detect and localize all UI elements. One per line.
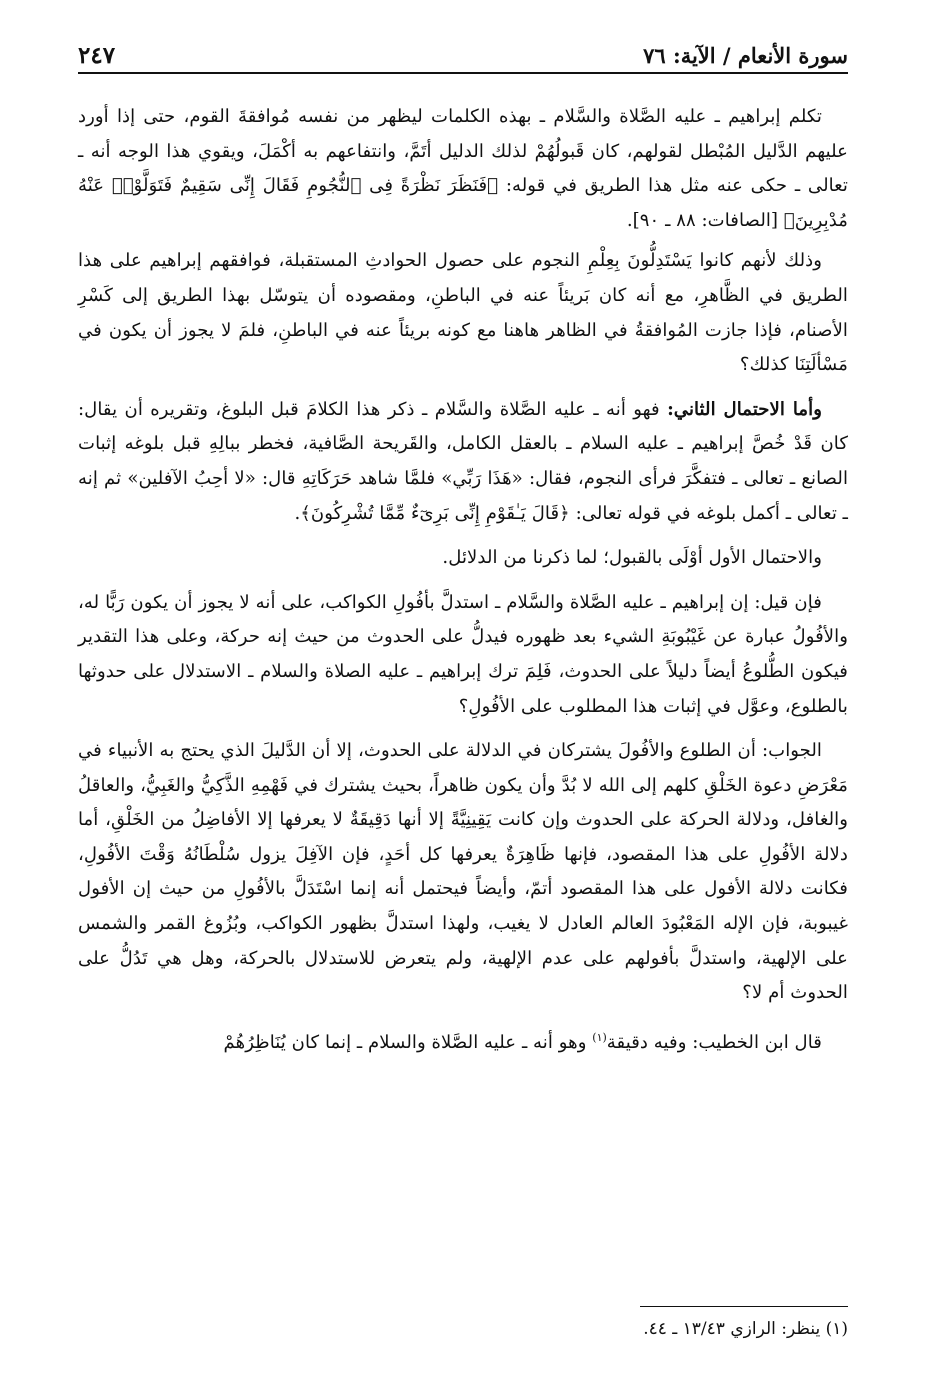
running-header <box>78 38 848 74</box>
page-number: ٢٤٧ <box>78 42 116 69</box>
paragraph-4 <box>78 541 848 576</box>
paragraph-2 <box>78 244 848 382</box>
body-text <box>78 100 848 1071</box>
paragraph-6 <box>78 734 848 1011</box>
paragraph-text-tail: وهو أنه ـ عليه الصَّلاة والسلام ـ إنما كان يُنَاظِرُهُمْ <box>223 1031 593 1053</box>
paragraph-text: والاحتمال الأول أوْلَى بالقبول؛ لما ذكرنا من الدلائل. <box>442 547 822 569</box>
paragraph-3 <box>78 393 848 531</box>
footnote: (١) ينظر: الرازي ١٣/٤٣ ـ ٤٤. <box>643 1319 848 1339</box>
paragraph-text: وذلك لأنهم كانوا يَسْتَدِلُّونَ بِعِلْمِ النجوم على حصول الحوادثِ المستقبلة، فوافقهم إبراهيم على هذا الطريق في الظَّاهرِ، مع أنه كان بَريئاً عنه في الباطنِ، ومقصوده أن يتوسّل بهذا الطريق إلى كَسْرِ الأصنام، فإذا جازت المُوافقةُ في الظاهر هاهنا مع كونه بريئاً عنه في الباطنِ، فلمَ لا يجوز أن يكون في مَسْألَتِنَا كذلك؟ <box>78 250 848 376</box>
paragraph-text: فهو أنه ـ عليه الصَّلاة والسَّلام ـ ذكر هذا الكلامَ قبل البلوغ، وتقريره أن يقال: كان قَدْ خُصَّ إبراهيم ـ عليه السلام ـ بالعقل الكامل، والقَريحة الصَّافية، فخطر ببالِهِ قبل بلوغه إثبات الصانع ـ تعالى ـ فتفكَّرَ فرأى النجوم، فقال: «هَذَا رَبِّي» فلمَّا شاهد حَرَكَاتِهِ قال: «لا أحِبُ الآفلين» ثم إنه ـ تعالى ـ أكمل بلوغه في قوله تعالى: ﴿قَالَ يَـٰقَوْمِ إِنِّى بَرِىٓءٌ مِّمَّا تُشْرِكُونَ﴾. <box>78 398 848 524</box>
paragraph-1 <box>78 100 848 238</box>
paragraph-text: فإن قيل: إن إبراهيم ـ عليه الصَّلاة والسَّلام ـ استدلَّ بأفُولِ الكواكب، على أنه لا يجوز أن يكون رَبًّا له، والأفُولُ عبارة عن غَيْبُوبَةِ الشيء بعد ظهوره فيدلُّ على الحدوث من حيث إنه حركة، وعلى هذا التقدير فيكون الطُّلوعُ أيضاً دليلاً على الحدوث، فَلِمَ ترك إبراهيم ـ عليه الصلاة والسلام ـ الاستدلال على حدوثها بالطلوع، وعوَّل في إثبات هذا المطلوب على الأفُولِ؟ <box>78 591 848 717</box>
paragraph-text: الجواب: أن الطلوع والأفُولَ يشتركان في الدلالة على الحدوث، إلا أن الدَّليلَ الذي يحتج به الأنبياء في مَعْرَضِ دعوة الخَلْقِ كلهم إلى الله لا بُدَّ وأن يكون ظاهراً، بحيث يشترك في فَهْمِهِ الذَّكِيُّ والغَبِيُّ، والعاقلُ والغافل، ودلالة الحركة على الحدوث وإن كانت يَقِينِيَّةً إلا أنها دَقِيقَةٌ لا يعرفها إلا الأفاضِلُ من الخَلْقِ، أما دلالة الأفُولِ على هذا المقصود، فإنها ظَاهِرَةٌ يعرفها كل أحَدٍ، فإن الآفِلَ يزول سُلْطَانُهُ وَقْتَ الأفُولِ، فكانت دلالة الأفول على هذا المقصود أتمّ، وأيضاً فيحتمل أنه إنما اسْتَدَلَّ بالأفُولِ من حيث إن الأفول غيبوبة، فإن الإله المَعْبُودَ العالم العادل لا يغيب، ولهذا استدلَّ بظهور الكواكب، وبُزُوغ القمر والشمس على الإلهية، واستدلَّ بأفولهم على عدم الإلهية، ولم يتعرض للاستدلال بالحركة، وهل هي تَدُلُّ على الحدوث أم لا؟ <box>78 740 848 1004</box>
footnote-marker[interactable]: (١) <box>592 1030 607 1044</box>
header-title: سورة الأنعام / الآية: ٧٦ <box>643 43 848 68</box>
paragraph-text: قال ابن الخطيب: وفيه دقيقة <box>606 1031 822 1053</box>
paragraph-text: تكلم إبراهيم ـ عليه الصَّلاة والسَّلام ـ بهذه الكلمات ليظهر من نفسه مُوافقةَ القوم، حتى إذا أورد عليهم الدَّليل المُبْطل لقولهم، كان قَبولُهُمْ لذلك الدليل أتَمَّ، وانتفاعهم به أكْمَلَ، ويقوي هذا الوجه أنه ـ تعالى ـ حكى عنه مثل هذا الطريق في قوله: ﴿فَنَظَرَ نَظْرَةً فِى ٱلنُّجُومِ فَقَالَ إِنِّى سَقِيمٌ فَتَوَلَّوْا۟ عَنْهُ مُدْبِرِينَ﴾ [الصافات: ٨٨ ـ ٩٠]. <box>78 106 848 231</box>
paragraph-7 <box>78 1021 848 1061</box>
paragraph-5 <box>78 586 848 724</box>
paragraph-lead: وأما الاحتمال الثاني: <box>667 398 822 420</box>
footnote-divider <box>640 1306 848 1307</box>
